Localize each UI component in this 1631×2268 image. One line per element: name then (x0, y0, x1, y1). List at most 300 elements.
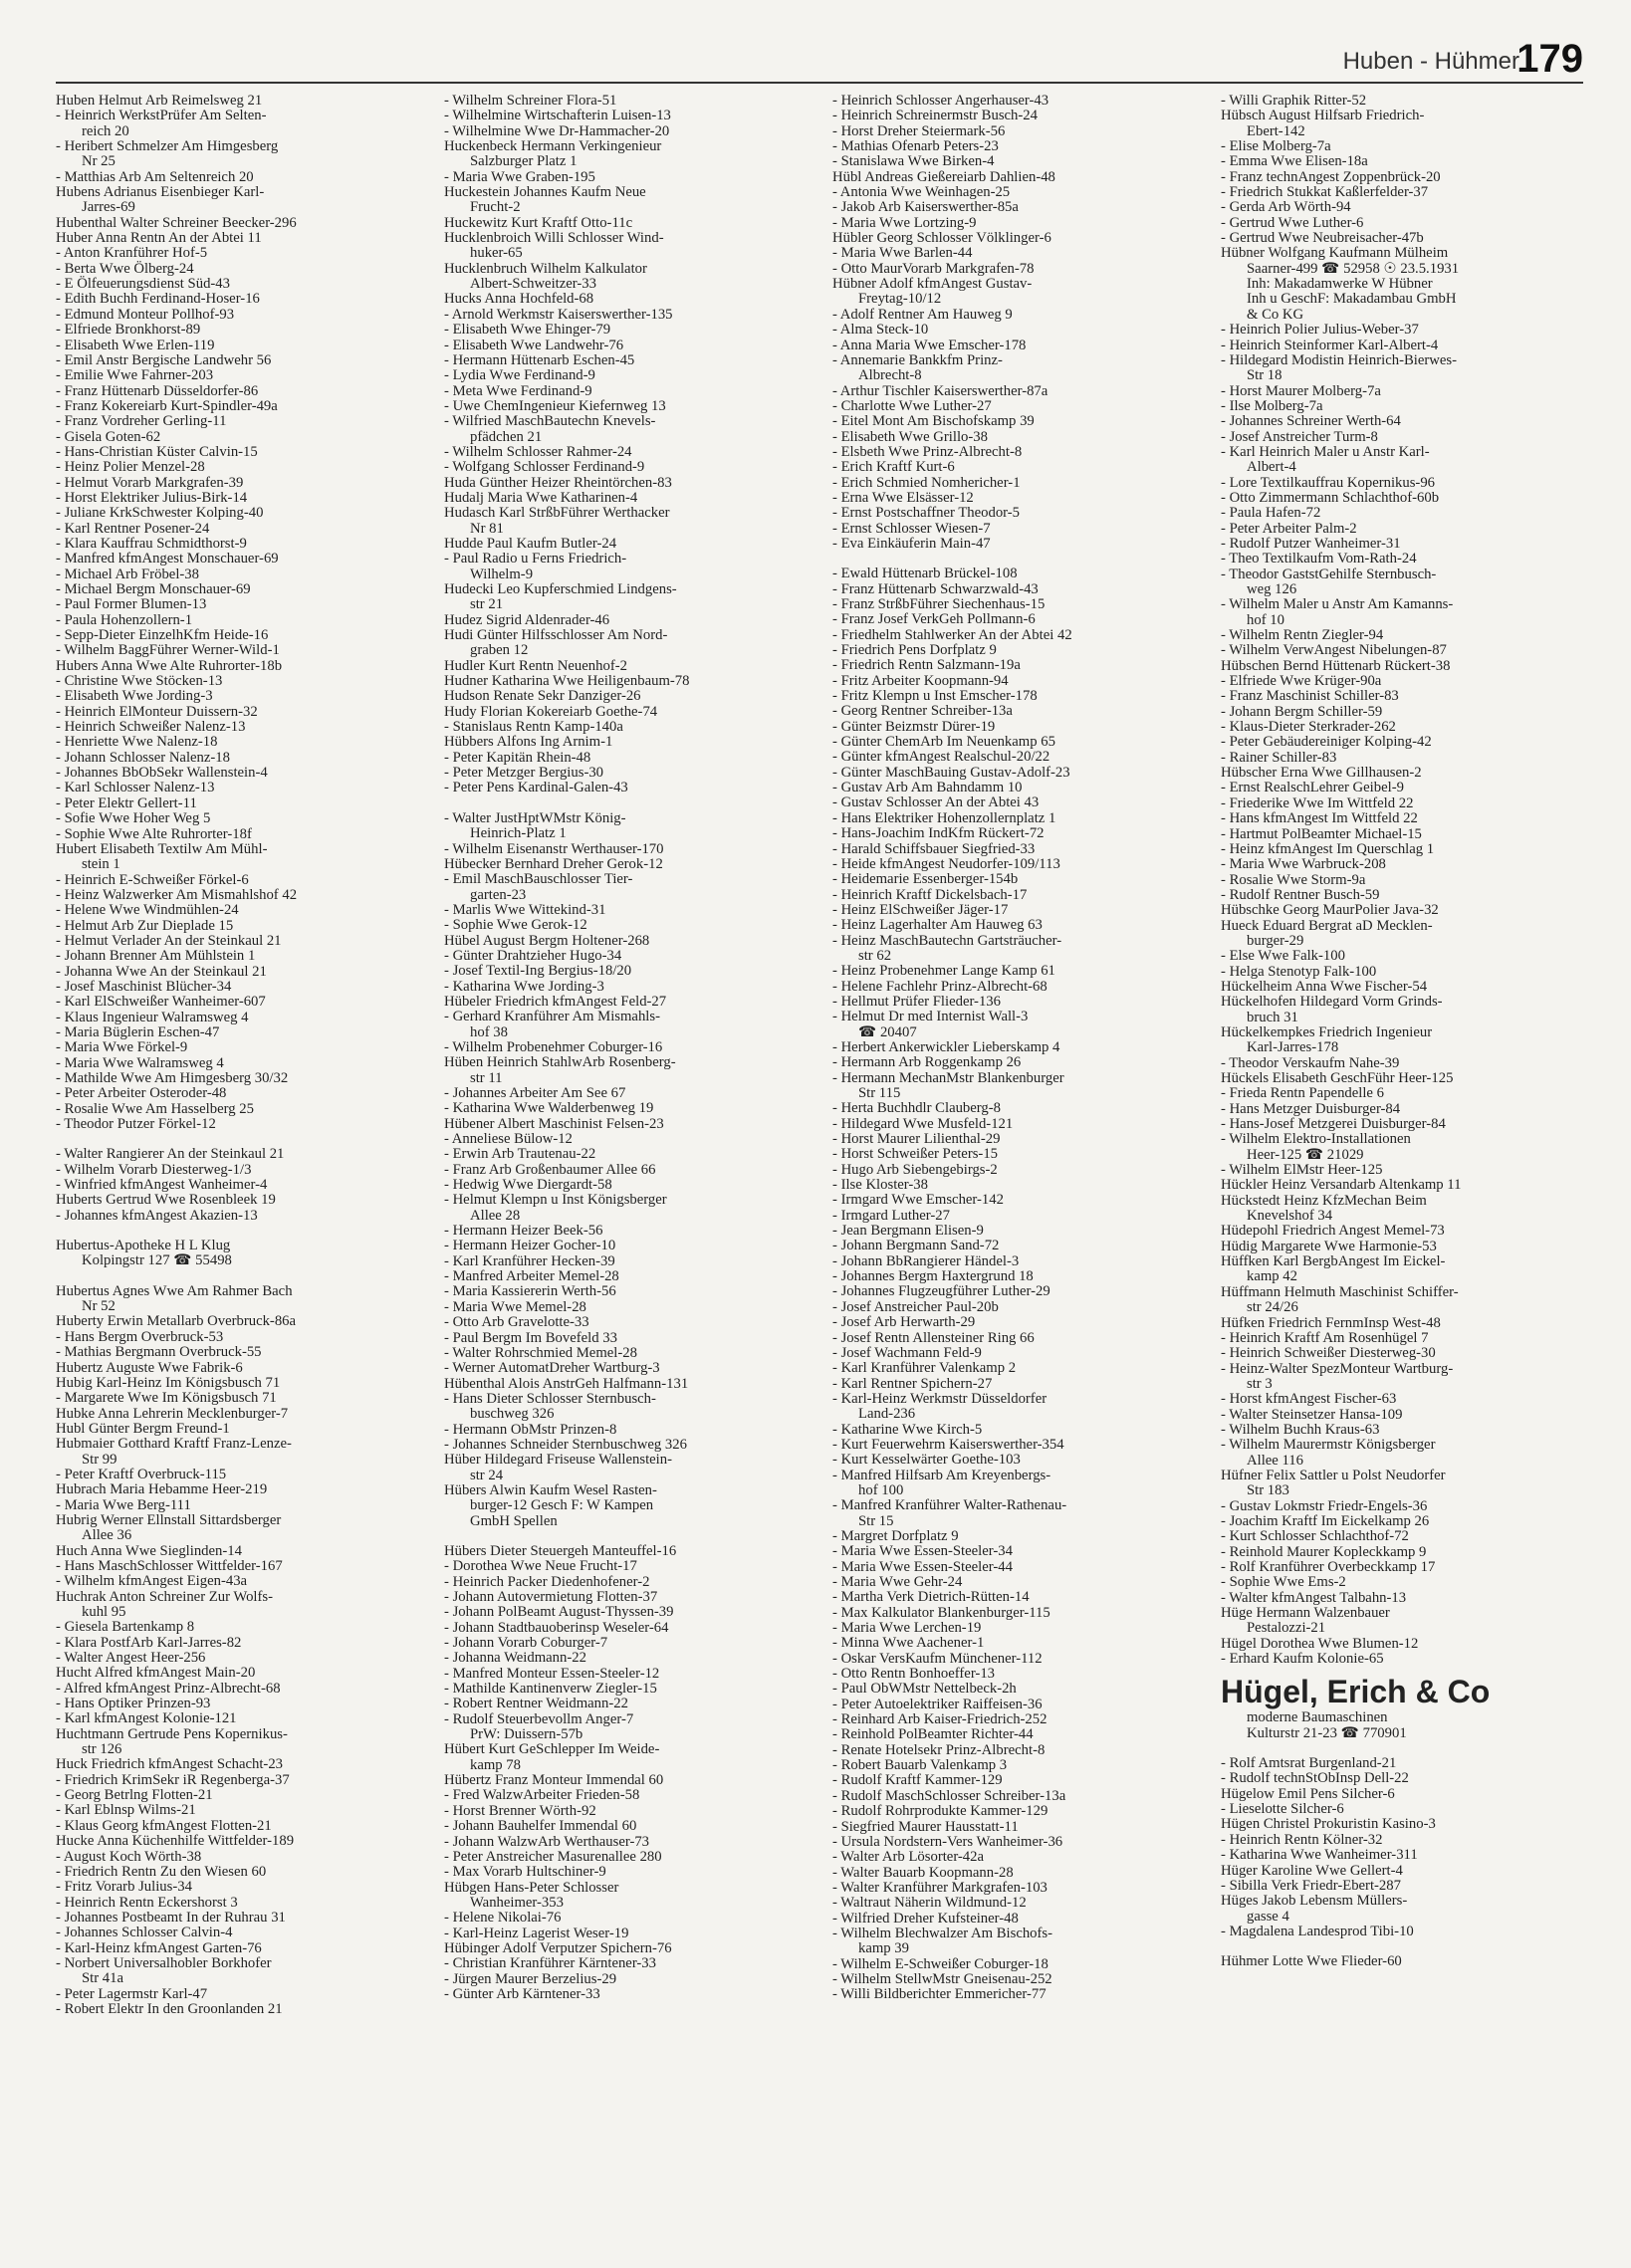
entry-continuation: kuhl 95 (82, 1604, 126, 1620)
directory-entry: - Rudolf Rohrprodukte Kammer-129 (832, 1803, 1048, 1820)
directory-entry: - Wilhelm Schlosser Rahmer-24 (444, 443, 632, 460)
directory-entry: - Peter Anstreicher Masurenallee 280 (444, 1848, 662, 1865)
directory-entry: - Friedrich Pens Dorfplatz 9 (832, 642, 997, 659)
directory-entry: - Franz Kokereiarb Kurt-Spindler-49a (56, 397, 278, 414)
directory-entry: - Wilhelm Maurermstr Königsberger (1221, 1437, 1436, 1454)
directory-entry: - Karl-Heinz kfmAngest Garten-76 (56, 1939, 262, 1956)
directory-entry: - Sophie Wwe Alte Ruhrorter-18f (56, 825, 252, 842)
entry-continuation: Albrecht-8 (858, 367, 922, 384)
entry-continuation: burger-12 Gesch F: W Kampen (470, 1497, 654, 1514)
directory-entry: - Frieda Rentn Papendelle 6 (1221, 1085, 1384, 1102)
directory-entry: - Ilse Kloster-38 (832, 1177, 928, 1194)
directory-entry: - Heribert Schmelzer Am Himgesberg (56, 138, 279, 155)
directory-entry: - Horst Dreher Steiermark-56 (832, 122, 1006, 139)
directory-entry: - Horst Maurer Lilienthal-29 (832, 1131, 1001, 1148)
directory-entry: Hübertz Franz Monteur Immendal 60 (444, 1772, 664, 1789)
entry-continuation: str 126 (82, 1741, 122, 1758)
directory-entry: - Stanislawa Wwe Birken-4 (832, 153, 995, 170)
directory-entry: Hubertus-Apotheke H L Klug (56, 1238, 231, 1254)
directory-entry: - Wilfried MaschBautechn Knevels- (444, 413, 656, 430)
directory-entry: - Sofie Wwe Hoher Weg 5 (56, 810, 211, 827)
directory-entry: - Klaus Ingenieur Walramsweg 4 (56, 1009, 249, 1025)
directory-entry: - Manfred Arbeiter Memel-28 (444, 1268, 619, 1285)
directory-entry: - Josef Arb Herwarth-29 (832, 1314, 976, 1331)
directory-entry: - Johann Bauhelfer Immendal 60 (444, 1818, 637, 1835)
directory-entry: - Johannes Bergm Haxtergrund 18 (832, 1268, 1034, 1285)
entry-continuation: Albert-Schweitzer-33 (470, 276, 596, 293)
entry-continuation: weg 126 (1247, 581, 1297, 597)
directory-entry: - Heinrich Kraftf Am Rosenhügel 7 (1221, 1329, 1429, 1346)
directory-entry: - Wilhelm E-Schweißer Coburger-18 (832, 1955, 1048, 1972)
directory-entry: - Jean Bergmann Elisen-9 (832, 1223, 984, 1240)
directory-entry: - Wilhelm Vorarb Diesterweg-1/3 (56, 1161, 252, 1178)
entry-continuation: buschweg 326 (470, 1406, 555, 1423)
directory-entry: - Kurt Kesselwärter Goethe-103 (832, 1452, 1021, 1469)
directory-entry: - Maria Wwe Essen-Steeler-34 (832, 1543, 1013, 1560)
directory-entry: - Max Vorarb Hultschiner-9 (444, 1864, 606, 1881)
directory-entry: - Fritz Klempn u Inst Emscher-178 (832, 688, 1038, 705)
directory-entry: - Theo Textilkaufm Vom-Rath-24 (1221, 551, 1417, 567)
directory-entry: - Josef Textil-Ing Bergius-18/20 (444, 963, 632, 980)
directory-entry: Hubrig Werner Ellnstall Sittardsberger (56, 1511, 282, 1528)
directory-entry: - Maria Wwe Essen-Steeler-44 (832, 1558, 1013, 1575)
directory-entry: - Hermann ObMstr Prinzen-8 (444, 1421, 617, 1438)
directory-entry: Hüffmann Helmuth Maschinist Schiffer- (1221, 1283, 1459, 1300)
directory-entry: - Giesela Bartenkamp 8 (56, 1619, 195, 1636)
entry-continuation: Allee 36 (82, 1527, 132, 1544)
directory-entry: - Georg Rentner Schreiber-13a (832, 703, 1013, 720)
directory-entry: - Joachim Kraftf Im Eickelkamp 26 (1221, 1512, 1430, 1529)
directory-entry: - Walter Rohrschmied Memel-28 (444, 1344, 637, 1361)
directory-entry: - Hans-Josef Metzgerei Duisburger-84 (1221, 1116, 1446, 1133)
directory-entry: - Wilhelm kfmAngest Eigen-43a (56, 1573, 248, 1590)
directory-entry: - Peter Pens Kardinal-Galen-43 (444, 780, 628, 796)
directory-entry: - Johannes BbObSekr Wallenstein-4 (56, 765, 268, 782)
directory-entry: - Karl Rentner Spichern-27 (832, 1375, 993, 1392)
directory-entry: Hüben Heinrich StahlwArb Rosenberg- (444, 1054, 676, 1071)
directory-entry: - Stanislaus Rentn Kamp-140a (444, 719, 623, 736)
entry-continuation: hof 10 (1247, 611, 1284, 628)
directory-column-1 (56, 94, 424, 2254)
directory-entry: - Antonia Wwe Weinhagen-25 (832, 184, 1011, 201)
directory-entry: - Hermann Arb Roggenkamp 26 (832, 1054, 1022, 1071)
directory-entry: - Johann WalzwArb Werthauser-73 (444, 1833, 650, 1850)
directory-entry: - Johann Vorarb Coburger-7 (444, 1635, 608, 1652)
entry-continuation: Knevelshof 34 (1247, 1208, 1333, 1225)
directory-entry: - Helmut Verlader An der Steinkaul 21 (56, 932, 282, 949)
directory-entry: - Wilhelmine Wwe Dr-Hammacher-20 (444, 122, 670, 139)
directory-entry: - Peter Autoelektriker Raiffeisen-36 (832, 1696, 1043, 1712)
directory-entry: Hüdig Margarete Wwe Harmonie-53 (1221, 1238, 1437, 1254)
directory-entry: - Erna Wwe Elsässer-12 (832, 489, 974, 506)
firm-advertisement-heading: Hügel, Erich & Co (1221, 1674, 1491, 1710)
directory-entry: - Wilhelm StellwMstr Gneisenau-252 (832, 1970, 1052, 1987)
directory-entry: - Paul Former Blumen-13 (56, 596, 207, 613)
directory-entry: - Edith Buchh Ferdinand-Hoser-16 (56, 291, 260, 308)
directory-entry: Hudson Renate Sekr Danziger-26 (444, 688, 641, 705)
directory-entry: - Hans MaschSchlosser Wittfelder-167 (56, 1557, 283, 1574)
directory-entry: Hüger Karoline Wwe Gellert-4 (1221, 1862, 1403, 1879)
entry-continuation: Allee 28 (470, 1207, 521, 1224)
directory-entry: Hügel Dorothea Wwe Blumen-12 (1221, 1635, 1419, 1652)
directory-entry: Hückler Heinz Versandarb Altenkamp 11 (1221, 1177, 1462, 1194)
directory-entry: Hucke Anna Küchenhilfe Wittfelder-189 (56, 1833, 295, 1850)
directory-entry: - Klaus-Dieter Sterkrader-262 (1221, 719, 1396, 736)
directory-entry: - Siegfried Maurer Hausstatt-11 (832, 1818, 1019, 1835)
directory-entry: - Hans-Christian Küster Calvin-15 (56, 443, 258, 460)
directory-entry: - Berta Wwe Ölberg-24 (56, 260, 194, 277)
directory-entry: Hübenthal Alois AnstrGeh Halfmann-131 (444, 1375, 689, 1392)
directory-entry: - Paul ObWMstr Nettelbeck-2h (832, 1681, 1017, 1698)
entry-continuation: Allee 116 (1247, 1452, 1303, 1469)
directory-entry: Hückstedt Heinz KfzMechan Beim (1221, 1192, 1427, 1209)
directory-entry: - Hildegard Modistin Heinrich-Bierwes- (1221, 351, 1457, 368)
entry-continuation: Str 99 (82, 1451, 117, 1468)
directory-entry: - Max Kalkulator Blankenburger-115 (832, 1604, 1050, 1621)
directory-entry: - Herta Buchhdlr Clauberg-8 (832, 1100, 1001, 1117)
directory-entry: - Mathias Ofenarb Peters-23 (832, 138, 999, 155)
directory-entry: Hucklenbruch Wilhelm Kalkulator (444, 260, 647, 277)
directory-entry: - Heinrich Schreinermstr Busch-24 (832, 108, 1038, 124)
directory-entry: Hubens Adrianus Eisenbieger Karl- (56, 184, 265, 201)
directory-entry: - Kurt Feuerwehrm Kaiserswerther-354 (832, 1436, 1064, 1453)
entry-continuation: Freytag-10/12 (858, 291, 942, 308)
directory-entry: - Irmgard Luther-27 (832, 1207, 950, 1224)
directory-entry: - Jakob Arb Kaiserswerther-85a (832, 199, 1019, 216)
directory-entry: - Walter Angest Heer-256 (56, 1650, 206, 1667)
directory-entry: - Gertrud Wwe Neubreisacher-47b (1221, 230, 1424, 247)
directory-entry: - Heinz Walzwerker Am Mismahlshof 42 (56, 886, 298, 903)
directory-entry: - Heinz ElSchweißer Jäger-17 (832, 901, 1009, 918)
directory-entry: - Friedrich KrimSekr iR Regenberga-37 (56, 1771, 290, 1788)
directory-entry: - Theodor GaststGehilfe Sternbusch- (1221, 566, 1437, 582)
directory-entry: - Hermann Heizer Beek-56 (444, 1223, 603, 1240)
directory-entry: - Maria Wwe Förkel-9 (56, 1039, 188, 1056)
directory-entry: Hucht Alfred kfmAngest Main-20 (56, 1665, 256, 1682)
directory-entry: - Ilse Molberg-7a (1221, 397, 1323, 414)
directory-entry: - Ernst Schlosser Wiesen-7 (832, 520, 991, 537)
directory-entry: Hubrach Maria Hebamme Heer-219 (56, 1481, 268, 1498)
directory-entry: - Hans Dieter Schlosser Sternbusch- (444, 1390, 656, 1407)
directory-entry: Huch Anna Wwe Sieglinden-14 (56, 1542, 242, 1559)
directory-entry: Hübers Alwin Kaufm Wesel Rasten- (444, 1481, 657, 1498)
directory-entry: - Hellmut Prüfer Flieder-136 (832, 993, 1001, 1010)
directory-entry: - Sepp-Dieter EinzelhKfm Heide-16 (56, 627, 269, 644)
entry-continuation: Str 183 (1247, 1482, 1289, 1499)
directory-entry: - Anneliese Bülow-12 (444, 1131, 573, 1148)
directory-entry: - Mathilde Wwe Am Himgesberg 30/32 (56, 1070, 289, 1086)
directory-entry: Huck Friedrich kfmAngest Schacht-23 (56, 1756, 284, 1773)
directory-entry: - Franz Hüttenarb Schwarzwald-43 (832, 580, 1039, 597)
directory-entry: Huberts Gertrud Wwe Rosenbleek 19 (56, 1192, 276, 1209)
directory-entry: - Fritz Vorarb Julius-34 (56, 1879, 192, 1896)
directory-entry: - Heinrich WerkstPrüfer Am Selten- (56, 108, 267, 124)
directory-entry: - Ursula Nordstern-Vers Wanheimer-36 (832, 1833, 1063, 1850)
directory-entry: - Erhard Kaufm Kolonie-65 (1221, 1651, 1384, 1668)
directory-entry: - Wilhelm VerwAngest Nibelungen-87 (1221, 642, 1447, 659)
directory-entry: Hüfner Felix Sattler u Polst Neudorfer (1221, 1467, 1446, 1483)
directory-entry: - Katharina Wwe Jording-3 (444, 978, 604, 995)
page-number: 179 (1516, 37, 1583, 81)
directory-entry: - Walter Kranführer Markgrafen-103 (832, 1879, 1048, 1896)
directory-entry: - Harald Schiffsbauer Siegfried-33 (832, 840, 1036, 857)
directory-entry: - Franz technAngest Zoppenbrück-20 (1221, 168, 1441, 185)
directory-entry: - Johann PolBeamt August-Thyssen-39 (444, 1604, 674, 1621)
directory-entry: - Peter Arbeiter Palm-2 (1221, 520, 1357, 537)
directory-entry: - Meta Wwe Ferdinand-9 (444, 382, 592, 399)
directory-entry: - Elise Molberg-7a (1221, 138, 1331, 155)
directory-entry: Hudasch Karl StrßbFührer Werthacker (444, 505, 670, 522)
directory-entry: - Peter Lagermstr Karl-47 (56, 1985, 208, 2002)
directory-entry: Huben Helmut Arb Reimelsweg 21 (56, 94, 263, 109)
directory-entry: - Kurt Schlosser Schlachthof-72 (1221, 1528, 1409, 1545)
directory-entry: Hübecker Bernhard Dreher Gerok-12 (444, 855, 663, 872)
directory-entry: - Helmut Klempn u Inst Königsberger (444, 1192, 667, 1209)
entry-continuation: moderne Baumaschinen (1247, 1709, 1388, 1726)
directory-entry: - Franz Maschinist Schiller-83 (1221, 688, 1399, 705)
entry-continuation: & Co KG (1247, 306, 1304, 323)
entry-continuation: str 24/26 (1247, 1299, 1298, 1316)
directory-entry: - Maria Büglerin Eschen-47 (56, 1023, 220, 1040)
directory-entry: - Alma Steck-10 (832, 322, 929, 339)
directory-entry: - Friedrich Stukkat Kaßlerfelder-37 (1221, 184, 1429, 201)
directory-entry: - Lydia Wwe Ferdinand-9 (444, 367, 595, 384)
directory-entry: - Wolfgang Schlosser Ferdinand-9 (444, 459, 645, 476)
directory-entry: Hüge Hermann Walzenbauer (1221, 1605, 1390, 1622)
directory-entry: - Heinrich Rentn Eckershorst 3 (56, 1894, 238, 1911)
directory-entry: - Peter Kapitän Rhein-48 (444, 749, 591, 766)
directory-entry: Hübeler Friedrich kfmAngest Feld-27 (444, 993, 667, 1010)
directory-entry: Hübbers Alfons Ing Arnim-1 (444, 734, 613, 751)
directory-entry: - Rudolf Putzer Wanheimer-31 (1221, 535, 1401, 552)
directory-entry: - Peter Gebäudereiniger Kolping-42 (1221, 734, 1432, 751)
entry-continuation: Str 41a (82, 1970, 124, 1987)
directory-entry: Huchtmann Gertrude Pens Kopernikus- (56, 1725, 288, 1742)
directory-entry: - Heinz MaschBautechn Gartsträucher- (832, 932, 1062, 949)
directory-entry: - Matthias Arb Am Seltenreich 20 (56, 168, 254, 185)
directory-entry: - Elsbeth Wwe Prinz-Albrecht-8 (832, 443, 1023, 460)
directory-entry: - Michael Bergm Monschauer-69 (56, 581, 251, 597)
directory-entry: - Otto Zimmermann Schlachthof-60b (1221, 489, 1440, 506)
directory-entry: Hubert Elisabeth Textilw Am Mühl- (56, 840, 268, 857)
entry-continuation: str 3 (1247, 1375, 1273, 1392)
directory-entry: - Katharine Wwe Kirch-5 (832, 1421, 983, 1438)
directory-entry: - Johannes Schreiner Werth-64 (1221, 413, 1401, 430)
directory-entry: - Robert Rentner Weidmann-22 (444, 1696, 628, 1712)
directory-entry: - Norbert Universalhobler Borkhofer (56, 1954, 272, 1971)
directory-entry: - Rudolf Kraftf Kammer-129 (832, 1772, 1003, 1789)
directory-entry: - Otto MaurVorarb Markgrafen-78 (832, 260, 1035, 277)
directory-entry: - Helmut Vorarb Markgrafen-39 (56, 474, 244, 491)
directory-entry: Huberty Erwin Metallarb Overbruck-86a (56, 1313, 297, 1330)
directory-entry: - Wilhelm Eisenanstr Werthauser-170 (444, 840, 664, 857)
directory-entry: - Johann Bergmann Sand-72 (832, 1238, 1000, 1254)
directory-entry: - Martha Verk Dietrich-Rütten-14 (832, 1589, 1030, 1606)
directory-entry: - Horst Elektriker Julius-Birk-14 (56, 489, 248, 506)
directory-entry: - Maria Wwe Warbruck-208 (1221, 856, 1386, 873)
directory-entry: - Emma Wwe Elisen-18a (1221, 153, 1368, 170)
entry-continuation: burger-29 (1247, 932, 1304, 949)
directory-entry: - Sophie Wwe Gerok-12 (444, 917, 587, 934)
directory-entry: - Heinrich Packer Diedenhofener-2 (444, 1573, 650, 1590)
directory-entry: Hüges Jakob Lebensm Müllers- (1221, 1893, 1408, 1910)
directory-entry: - Heinz Polier Menzel-28 (56, 459, 205, 476)
entry-continuation: Wanheimer-353 (470, 1894, 564, 1911)
directory-entry: - Klaus Georg kfmAngest Flotten-21 (56, 1817, 272, 1834)
directory-entry: - Waltraut Näherin Wildmund-12 (832, 1895, 1027, 1912)
directory-entry: - Sophie Wwe Ems-2 (1221, 1574, 1346, 1591)
directory-entry: Hübscher Erna Wwe Gillhausen-2 (1221, 765, 1422, 782)
directory-entry: Hückels Elisabeth GeschFühr Heer-125 (1221, 1070, 1454, 1086)
directory-entry: Hübler Georg Schlosser Völklinger-6 (832, 230, 1051, 247)
directory-entry: Hucks Anna Hochfeld-68 (444, 291, 594, 308)
directory-entry: Hübsch August Hilfsarb Friedrich- (1221, 108, 1425, 124)
directory-entry: - Günter Drahtzieher Hugo-34 (444, 947, 622, 964)
directory-entry: - Elfriede Bronkhorst-89 (56, 322, 201, 339)
directory-entry: - Heinz-Walter SpezMonteur Wartburg- (1221, 1360, 1454, 1377)
directory-entry: - Hans Metzger Duisburger-84 (1221, 1100, 1401, 1117)
directory-entry: - Otto Arb Gravelotte-33 (444, 1314, 589, 1331)
directory-entry: - Fritz Arbeiter Koopmann-94 (832, 672, 1009, 689)
directory-entry: Hudler Kurt Rentn Neuenhof-2 (444, 657, 627, 674)
directory-entry: - Maria Wwe Gehr-24 (832, 1574, 963, 1590)
directory-entry: - Ernst RealschLehrer Geibel-9 (1221, 780, 1404, 796)
directory-entry: - Heinrich ElMonteur Duissern-32 (56, 703, 258, 720)
directory-entry: - Karl-Heinz Lagerist Weser-19 (444, 1925, 629, 1941)
directory-entry: - Anna Maria Wwe Emscher-178 (832, 337, 1027, 353)
directory-entry: Hubke Anna Lehrerin Mecklenburger-7 (56, 1405, 289, 1422)
directory-entry: - Gertrud Wwe Luther-6 (1221, 214, 1364, 231)
directory-entry: - Josef Maschinist Blücher-34 (56, 978, 232, 995)
directory-entry: - Wilhelmine Wirtschafterin Luisen-13 (444, 108, 671, 124)
page-header (56, 30, 1583, 84)
directory-entry: - Dorothea Wwe Neue Frucht-17 (444, 1558, 637, 1575)
entry-continuation: garten-23 (470, 886, 527, 903)
entry-continuation: reich 20 (82, 122, 129, 139)
entry-continuation: bruch 31 (1247, 1009, 1298, 1025)
directory-entry: - Wilhelm Rentn Ziegler-94 (1221, 627, 1384, 644)
directory-entry: - Franz Josef VerkGeh Pollmann-6 (832, 611, 1036, 628)
directory-entry: - Maria Wwe Walramsweg 4 (56, 1054, 224, 1071)
entry-continuation: gasse 4 (1247, 1908, 1289, 1925)
entry-continuation: Pestalozzi-21 (1247, 1620, 1326, 1637)
entry-continuation: hof 38 (470, 1023, 508, 1040)
directory-entry: - Reinhold PolBeamter Richter-44 (832, 1726, 1034, 1743)
directory-entry: - Elisabeth Wwe Grillo-38 (832, 428, 988, 445)
directory-entry: - Johann Bergm Schiller-59 (1221, 703, 1383, 720)
entry-continuation: str 62 (858, 947, 892, 964)
directory-entry: - Walter Arb Lösorter-42a (832, 1849, 985, 1866)
directory-entry: - Hans Elektriker Hohenzollernplatz 1 (832, 809, 1056, 826)
directory-entry: Hübner Wolfgang Kaufmann Mülheim (1221, 245, 1449, 262)
directory-entry: - Heinz kfmAngest Im Querschlag 1 (1221, 840, 1435, 857)
directory-entry: - Sibilla Verk Friedr-Ebert-287 (1221, 1877, 1401, 1894)
directory-entry: - Erwin Arb Trautenau-22 (444, 1146, 596, 1163)
directory-entry: - Gustav Arb Am Bahndamm 10 (832, 780, 1023, 796)
directory-entry: Hüber Hildegard Friseuse Wallenstein- (444, 1452, 672, 1469)
directory-entry: Hubertus Agnes Wwe Am Rahmer Bach (56, 1282, 293, 1299)
directory-entry: - Gustav Schlosser An der Abtei 43 (832, 794, 1040, 811)
directory-entry: - Helene Wwe Windmühlen-24 (56, 902, 239, 919)
directory-entry: - Karl Schlosser Nalenz-13 (56, 780, 215, 796)
directory-entry: - August Koch Wörth-38 (56, 1848, 202, 1865)
directory-entry: Hucklenbroich Willi Schlosser Wind- (444, 230, 664, 247)
directory-entry: - Manfred Monteur Essen-Steeler-12 (444, 1665, 660, 1682)
directory-entry: - Rudolf Rentner Busch-59 (1221, 886, 1380, 903)
directory-entry: Hückelheim Anna Wwe Fischer-54 (1221, 978, 1428, 995)
directory-entry: - Johann Stadtbauoberinsp Weseler-64 (444, 1619, 669, 1636)
directory-entry: - Elisabeth Wwe Ehinger-79 (444, 322, 611, 339)
entry-continuation: graben 12 (470, 642, 529, 659)
directory-entry: - Johann BbRangierer Händel-3 (832, 1252, 1020, 1269)
directory-entry: - Klara PostfArb Karl-Jarres-82 (56, 1634, 242, 1651)
directory-entry: - Rosalie Wwe Storm-9a (1221, 871, 1366, 888)
directory-entry: - Franz Arb Großenbaumer Allee 66 (444, 1161, 656, 1178)
directory-entry: - Rainer Schiller-83 (1221, 749, 1337, 766)
entry-continuation: Nr 81 (470, 520, 504, 537)
directory-entry: - Hugo Arb Siebengebirgs-2 (832, 1161, 998, 1178)
directory-entry: - Peter Elektr Gellert-11 (56, 794, 197, 811)
directory-entry: - Manfred Hilfsarb Am Kreyenbergs- (832, 1467, 1051, 1483)
directory-entry: Hübener Albert Maschinist Felsen-23 (444, 1115, 664, 1132)
directory-entry: - Wilhelm Elektro-Installationen (1221, 1131, 1411, 1148)
directory-entry: - Ernst Postschaffner Theodor-5 (832, 505, 1021, 522)
directory-entry: Hubmaier Gotthard Kraftf Franz-Lenze- (56, 1436, 292, 1453)
directory-entry: - Maria Wwe Graben-195 (444, 168, 595, 185)
directory-entry: - Edmund Monteur Pollhof-93 (56, 306, 235, 323)
entry-continuation: str 21 (470, 596, 504, 613)
directory-entry: - Maria Wwe Memel-28 (444, 1298, 586, 1315)
directory-entry: - Margarete Wwe Im Königsbusch 71 (56, 1390, 277, 1407)
directory-entry: - Johannes Postbeamt In der Ruhrau 31 (56, 1909, 286, 1926)
directory-entry: Hueck Eduard Bergrat aD Mecklen- (1221, 917, 1433, 934)
entry-continuation: kamp 78 (470, 1756, 521, 1773)
directory-entry: Hubig Karl-Heinz Im Königsbusch 71 (56, 1374, 281, 1391)
directory-entry: - Manfred Kranführer Walter-Rathenau- (832, 1497, 1067, 1514)
directory-entry: - Günter kfmAngest Realschul-20/22 (832, 749, 1050, 766)
directory-entry: - Wilhelm Buchh Kraus-63 (1221, 1421, 1380, 1438)
directory-entry: - Karl kfmAngest Kolonie-121 (56, 1710, 237, 1727)
entry-continuation: Kulturstr 21-23 ☎ 770901 (1247, 1724, 1407, 1741)
directory-entry: - Walter JustHptWMstr König- (444, 809, 626, 826)
directory-entry: - Günter ChemArb Im Neuenkamp 65 (832, 734, 1055, 751)
directory-entry: Hübschen Bernd Hüttenarb Rückert-38 (1221, 657, 1451, 674)
directory-entry: Hübinger Adolf Verputzer Spichern-76 (444, 1939, 672, 1956)
directory-entry: - Günter MaschBauing Gustav-Adolf-23 (832, 764, 1070, 781)
directory-entry: - Christine Wwe Stöcken-13 (56, 673, 223, 690)
entry-continuation: huker-65 (470, 245, 523, 262)
directory-entry: - Paula Hohenzollern-1 (56, 611, 193, 628)
entry-continuation: stein 1 (82, 856, 120, 873)
directory-entry: - Helmut Dr med Internist Wall-3 (832, 1009, 1029, 1025)
directory-entry: Hückelkempkes Friedrich Ingenieur (1221, 1023, 1433, 1040)
directory-entry: - Peter Kraftf Overbruck-115 (56, 1466, 227, 1482)
directory-entry: - Fred WalzwArbeiter Frieden-58 (444, 1787, 640, 1804)
directory-entry: - E Ölfeuerungsdienst Süd-43 (56, 276, 230, 293)
directory-entry: Huchrak Anton Schreiner Zur Wolfs- (56, 1588, 273, 1605)
directory-entry: - Elisabeth Wwe Erlen-119 (56, 337, 215, 353)
directory-entry: - Wilhelm Probenehmer Coburger-16 (444, 1038, 663, 1055)
directory-entry: - Paul Radio u Ferns Friedrich- (444, 551, 627, 567)
directory-entry: - Rolf Kranführer Overbeckkamp 17 (1221, 1559, 1436, 1575)
directory-entry: Hügen Christel Prokuristin Kasino-3 (1221, 1816, 1436, 1833)
directory-entry: - Josef Anstreicher Paul-20b (832, 1298, 999, 1315)
directory-entry: - Georg Betrlng Flotten-21 (56, 1787, 213, 1804)
directory-entry: - Werner AutomatDreher Wartburg-3 (444, 1360, 660, 1377)
directory-entry: - Wilfried Dreher Kufsteiner-48 (832, 1910, 1019, 1927)
directory-entry: - Else Wwe Falk-100 (1221, 948, 1345, 965)
directory-entry: - Maria Kassiererin Werth-56 (444, 1283, 616, 1300)
